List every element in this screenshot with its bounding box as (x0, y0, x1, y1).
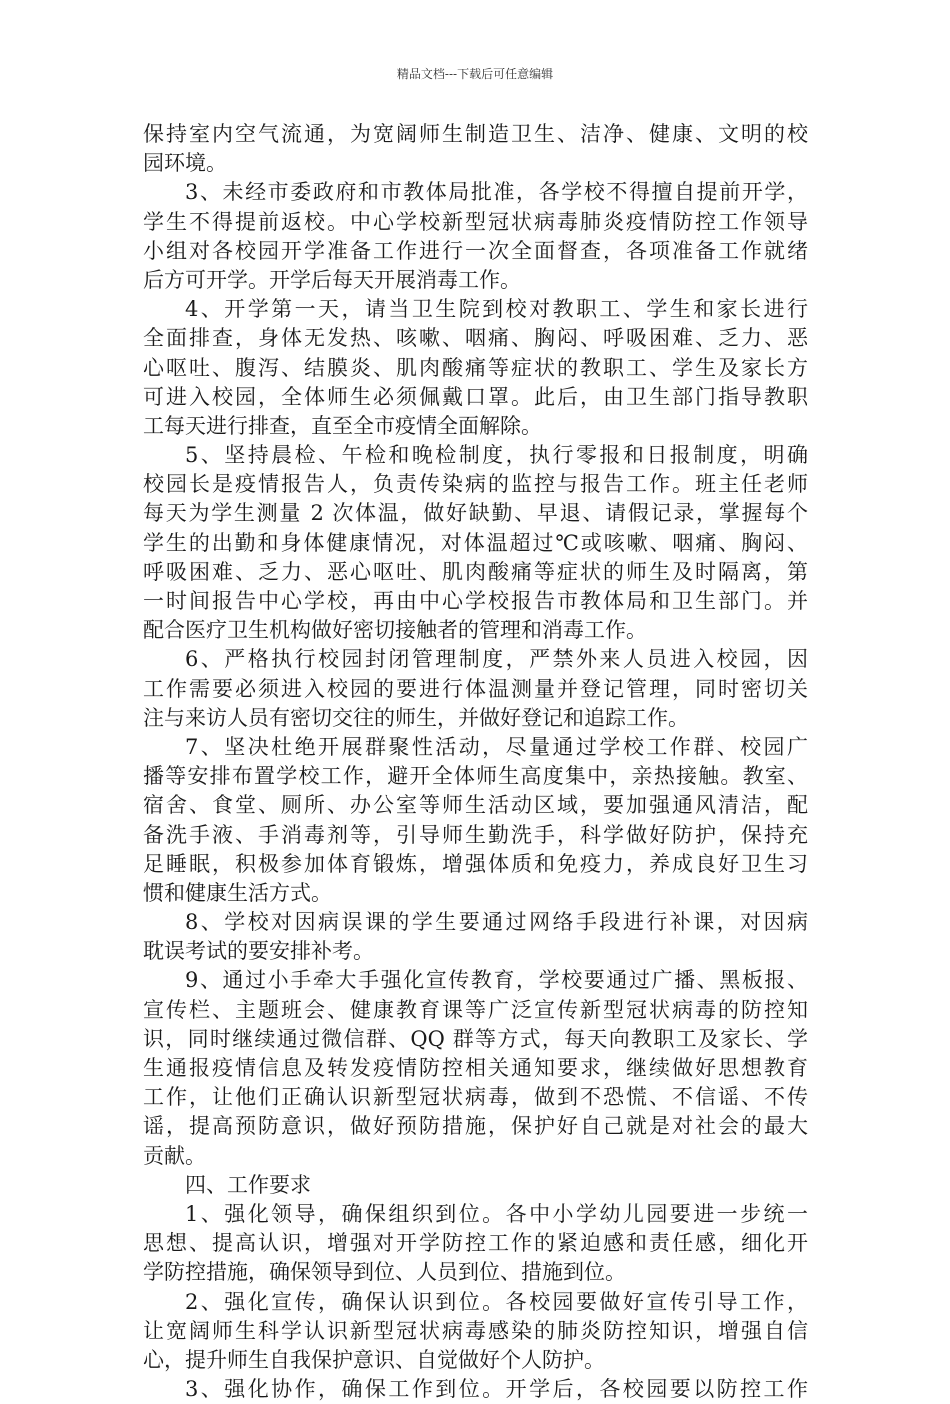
text-line: 一时间报告中心学校，再由中心学校报告市教体局和卫生部门。并 (143, 589, 808, 613)
text-line: 小组对各校园开学准备工作进行一次全面督查，各项准备工作就绪 (143, 238, 808, 263)
text-line: 惯和健康生活方式。 (143, 880, 332, 905)
text-line: 3、强化协作，确保工作到位。开学后，各校园要以防控工作 (185, 1377, 808, 1402)
text-line: 宣传栏、主题班会、健康教育课等广泛宣传新型冠状病毒的防控知 (143, 997, 808, 1022)
text-line: 全面排查，身体无发热、咳嗽、咽痛、胸闷、呼吸困难、乏力、恶 (143, 326, 808, 351)
text-line: 生通报疫情信息及转发疫情防控相关通知要求，继续做好思想教育 (143, 1056, 808, 1080)
text-line: 心呕吐、腹泻、结膜炎、肌肉酸痛等症状的教职工、学生及家长方 (143, 355, 808, 380)
text-line: 呼吸困难、乏力、恶心呕吐、肌肉酸痛等症状的师生及时隔离，第 (143, 559, 808, 584)
text-line: 保持室内空气流通，为宽阔师生制造卫生、洁净、健康、文明的校 (143, 122, 808, 146)
text-line: 每天为学生测量 2 次体温，做好缺勤、早退、请假记录，掌握每个 (143, 501, 808, 526)
text-line: 校园长是疫情报告人，负责传染病的监控与报告工作。班主任老师 (143, 472, 808, 497)
page-header: 精品文档---下载后可任意编辑 (396, 67, 554, 81)
text-line: 心，提升师生自我保护意识、自觉做好个人防护。 (143, 1347, 605, 1372)
text-line: 宿舍、食堂、厕所、办公室等师生活动区域，要加强通风清洁，配 (143, 793, 808, 818)
text-line: 学防控措施，确保领导到位、人员到位、措施到位。 (143, 1260, 626, 1285)
text-line: 配合医疗卫生机构做好密切接触者的管理和消毒工作。 (143, 618, 647, 643)
text-line: 园环境。 (143, 151, 227, 176)
text-line: 思想、提高认识，增强对开学防控工作的紧迫感和责任感，细化开 (143, 1231, 808, 1256)
text-line: 后方可开学。开学后每天开展消毒工作。 (143, 267, 521, 292)
text-line: 3、未经市委政府和市教体局批准，各学校不得擅自提前开学， (185, 180, 808, 205)
text-line: 5、坚持晨检、午检和晚检制度，执行零报和日报制度，明确 (185, 443, 808, 468)
text-line: 注与来访人员有密切交往的师生，并做好登记和追踪工作。 (143, 705, 689, 730)
text-line: 7、坚决杜绝开展群聚性活动，尽量通过学校工作群、校园广 (185, 734, 808, 759)
text-line: 工作需要必须进入校园的要进行体温测量并登记管理，同时密切关 (143, 676, 808, 701)
text-line: 工作，让他们正确认识新型冠状病毒，做到不恐慌、不信谣、不传 (143, 1085, 808, 1110)
text-line: 2、强化宣传，确保认识到位。各校园要做好宣传引导工作， (185, 1289, 808, 1314)
text-line: 让宽阔师生科学认识新型冠状病毒感染的肺炎防控知识，增强自信 (143, 1318, 808, 1343)
text-line: 足睡眠，积极参加体育锻炼，增强体质和免疫力，养成良好卫生习 (143, 851, 808, 876)
text-line: 学生不得提前返校。中心学校新型冠状病毒肺炎疫情防控工作领导 (143, 209, 808, 234)
section-heading: 四、工作要求 (185, 1172, 311, 1197)
text-line: 播等安排布置学校工作，避开全体师生高度集中，亲热接触。教室、 (143, 764, 808, 789)
text-line: 学生的出勤和身体健康情况，对体温超过℃或咳嗽、咽痛、胸闷、 (143, 530, 808, 555)
text-line: 8、学校对因病误课的学生要通过网络手段进行补课，对因病 (185, 910, 808, 935)
text-line: 识，同时继续通过微信群、QQ 群等方式，每天向教职工及家长、学 (143, 1026, 808, 1051)
text-line: 谣，提高预防意识，做好预防措施，保护好自己就是对社会的最大 (143, 1114, 808, 1139)
document-body (143, 120, 808, 1404)
text-line: 9、通过小手牵大手强化宣传教育，学校要通过广播、黑板报、 (185, 968, 808, 993)
text-line: 备洗手液、手消毒剂等，引导师生勤洗手，科学做好防护，保持充 (143, 822, 808, 847)
text-line: 工每天进行排查，直至全市疫情全面解除。 (143, 413, 542, 438)
text-line: 耽误考试的要安排补考。 (143, 939, 374, 964)
text-line: 可进入校园，全体师生必须佩戴口罩。此后，由卫生部门指导教职 (143, 384, 808, 409)
text-line: 1、强化领导，确保组织到位。各中小学幼儿园要进一步统一 (185, 1201, 808, 1226)
text-line: 贡献。 (143, 1143, 206, 1168)
text-line: 4、开学第一天，请当卫生院到校对教职工、学生和家长进行 (185, 297, 808, 322)
text-line: 6、严格执行校园封闭管理制度，严禁外来人员进入校园，因 (185, 647, 808, 672)
